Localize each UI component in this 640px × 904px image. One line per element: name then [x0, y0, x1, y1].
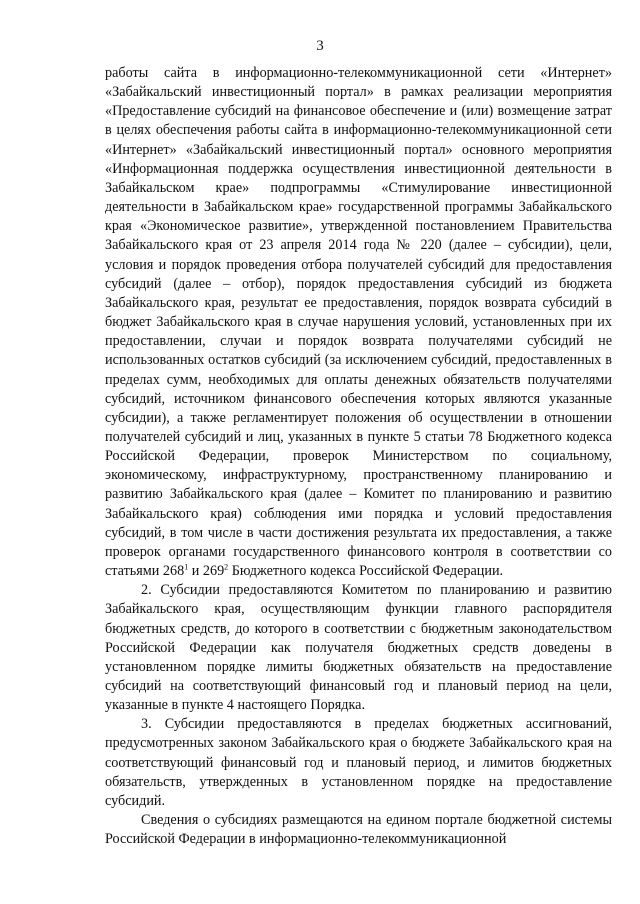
paragraph-item-2 [105, 581, 612, 715]
paragraph-text: 3. Субсидии предоставляются в пределах бюджетных ассигнований, предусмотренных законом Забайкальского края о бюджете Забайкальского края на соответствующий финансовый год и плановый период, и лимитов бюджетных обязательств, утвержденных в установленном порядке на предоставление субсидий. [105, 716, 612, 809]
paragraph-text: Бюджетного кодекса Российской Федерации. [228, 563, 504, 580]
paragraph-text: и 269 [188, 563, 225, 580]
document-body [105, 64, 612, 849]
paragraph-text: работы сайта в информационно-телекоммуникационной сети «Интернет» «Забайкальский инвестиционный портал» в рамках реализации мероприятия «Предоставление субсидий на финансовое обеспечение и (или) возмещение затрат в целях обеспечения работы сайта в информационно-телекоммуникационной сети «Интернет» «Забайкальский инвестиционный портал» основного мероприятия «Информационная поддержка осуществления инвестиционной деятельности в Забайкальском крае» подпрограммы «Стимулирование инвестиционной деятельности в Забайкальском крае» государственной программы Забайкальского края «Экономическое развитие», утвержденной постановлением Правительства Забайкальского края от 23 апреля 2014 года № 220 (далее – субсидии), цели, условия и порядок проведения отбора получателей субсидий для предоставления субсидий (далее – отбор), порядок предоставления субсидий из бюджета Забайкальского края, результат ее предоставления, порядок возврата субсидий в бюджет Забайкальского края в случае нарушения условий, установленных при их предоставлении, случаи и порядок возврата получателями субсидий не использованных остатков субсидий (за исключением субсидий, предоставленных в пределах сумм, необходимых для оплаты денежных обязательств получателями субсидий, источником финансового обеспечения которых являются указанные субсидии), а также регламентирует положения об осуществлении в отношении получателей субсидий и лиц, указанных в пункте 5 статьи 78 Бюджетного кодекса Российской Федерации, проверок Министерством по социальному, экономическому, инфраструктурному, пространственному планированию и развитию Забайкальского края (далее – Комитет по планированию и развитию Забайкальского края) соблюдения ими порядка и условий предоставления субсидий, в том числе в части достижения результата их предоставления, а также проверок органами государственного финансового контроля в соответствии со статьями 268 [105, 65, 612, 580]
paragraph-subsidy-info [105, 811, 612, 849]
paragraph-text: Сведения о субсидиях размещаются на едином портале бюджетной системы Российской Федерации в информационно-телекоммуникационной [105, 812, 612, 848]
page-number: 3 [316, 38, 324, 54]
footnote-marker: 1 [184, 562, 189, 572]
paragraph-subsidy-purpose [105, 64, 612, 581]
footnote-marker: 2 [224, 562, 229, 572]
paragraph-text: 2. Субсидии предоставляются Комитетом по планированию и развитию Забайкальского края, осуществляющим функции главного распорядителя бюджетных средств, до которого в соответствии с бюджетным законодательством Российской Федерации как получателя бюджетных средств доведены в установленном порядке лимиты бюджетных обязательств на предоставление субсидий на соответствующий финансовый год и плановый период на цели, указанные в пункте 4 настоящего Порядка. [105, 582, 612, 714]
paragraph-item-3 [105, 715, 612, 811]
